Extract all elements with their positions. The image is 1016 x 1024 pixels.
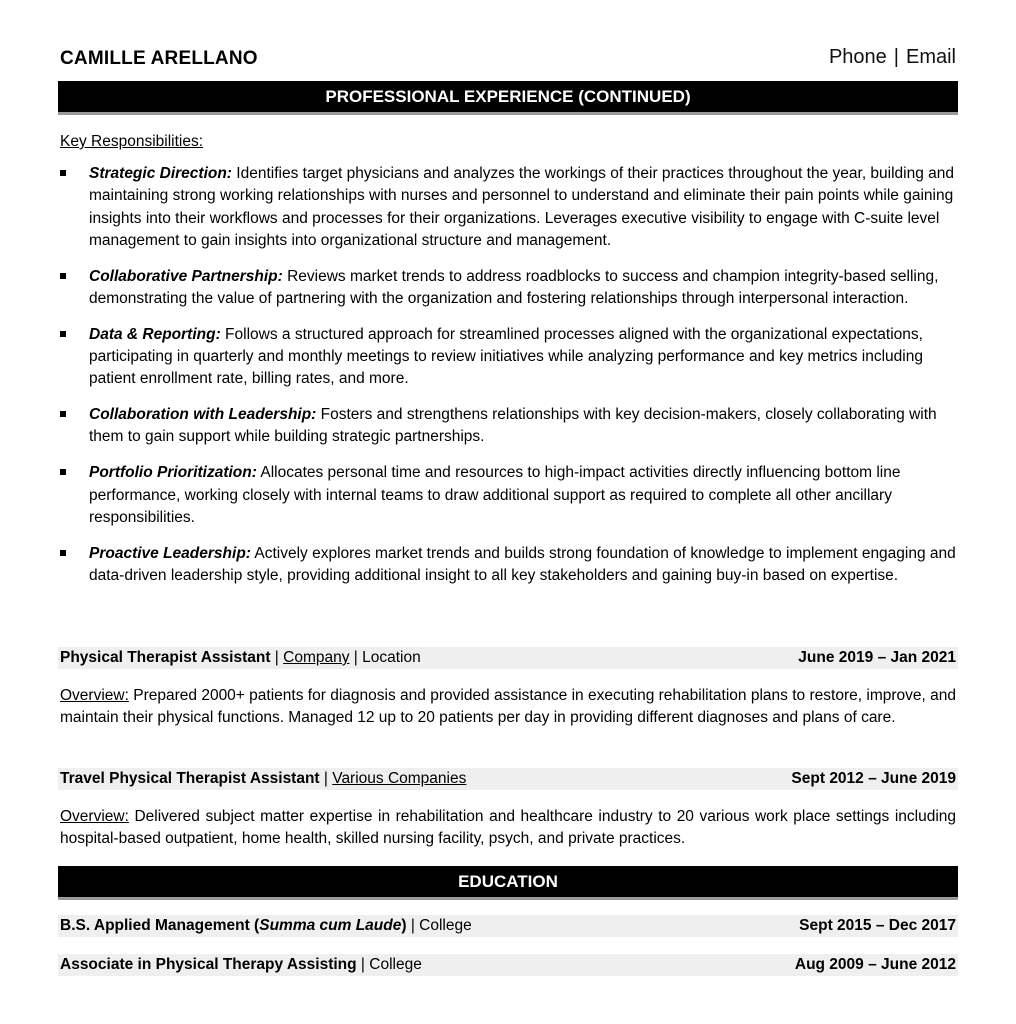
- job-company: Various Companies: [332, 770, 467, 787]
- job-header-row: [58, 647, 958, 669]
- job-title: Physical Therapist Assistant: [60, 649, 271, 666]
- responsibility-lead: Data & Reporting:: [89, 325, 221, 343]
- overview-label: Overview:: [60, 687, 129, 704]
- degree-name: Associate in Physical Therapy Assisting: [60, 956, 357, 973]
- contact-separator: |: [893, 46, 899, 68]
- job-separator: |: [349, 649, 363, 666]
- responsibility-item: [58, 462, 958, 529]
- education-dates: Sept 2015 – Dec 2017: [799, 917, 956, 934]
- responsibility-lead: Collaborative Partnership:: [89, 267, 283, 285]
- school-name: College: [419, 917, 472, 934]
- education-section-heading: EDUCATION: [58, 866, 958, 900]
- job-overview: [60, 685, 956, 730]
- square-bullet-icon: [60, 170, 66, 176]
- responsibility-text: Follows a structured approach for streamlined processes aligned with the organizational expectations, participating in quarterly and monthly meetings to review initiatives while analyzing performance and key metrics including patient enrollment rate, billing rates, and more.: [89, 325, 923, 388]
- job-header-row: [58, 768, 958, 790]
- resume-header: [58, 46, 958, 76]
- responsibility-item: [58, 404, 958, 449]
- job-separator: |: [270, 649, 284, 666]
- job-title: Travel Physical Therapist Assistant: [60, 770, 320, 787]
- square-bullet-icon: [60, 550, 66, 556]
- key-responsibilities-label: Key Responsibilities:: [60, 133, 204, 150]
- education-dates: Aug 2009 – June 2012: [794, 956, 956, 973]
- education-row: [58, 954, 958, 976]
- responsibilities-list: [58, 163, 958, 601]
- responsibility-lead: Portfolio Prioritization:: [89, 464, 257, 482]
- contact-info: [829, 46, 956, 69]
- square-bullet-icon: [60, 411, 66, 417]
- job-dates: June 2019 – Jan 2021: [798, 649, 956, 666]
- job-info: [60, 768, 466, 790]
- job-company: Company: [283, 649, 350, 666]
- overview-text: Delivered subject matter expertise in rehabilitation and healthcare industry to 20 various work place settings including hospital-based outpatient, home health, skilled nursing facility, psych, and private practices.: [60, 808, 956, 848]
- square-bullet-icon: [60, 331, 66, 337]
- degree-honors: Summa cum Laude: [259, 917, 402, 934]
- education-info: [60, 915, 472, 937]
- responsibility-item: [58, 543, 958, 588]
- responsibility-lead: Strategic Direction:: [89, 165, 232, 182]
- education-info: [60, 954, 422, 976]
- responsibility-text: Allocates personal time and resources to high-impact activities directly influencing bottom line performance, working closely with internal teams to draw additional support as required to complete all other ancillary responsibilities.: [89, 464, 901, 526]
- responsibility-item: [58, 266, 958, 311]
- job-separator: |: [319, 770, 333, 787]
- square-bullet-icon: [60, 469, 66, 475]
- overview-label: Overview:: [60, 808, 129, 825]
- job-location: Location: [362, 649, 421, 666]
- job-overview: [60, 806, 956, 851]
- degree-suffix: ): [401, 917, 407, 934]
- responsibility-lead: Proactive Leadership:: [89, 544, 251, 562]
- job-info: [60, 647, 421, 669]
- responsibility-text: Actively explores market trends and builds strong foundation of knowledge to implement engaging and data-driven leadership style, providing additional insight to all key stakeholders and gaining buy-in based on expertise.: [89, 544, 956, 584]
- phone-text: Phone: [828, 46, 887, 68]
- job-dates: Sept 2012 – June 2019: [791, 770, 956, 787]
- responsibility-lead: Collaboration with Leadership:: [89, 406, 317, 424]
- school-name: College: [369, 956, 422, 973]
- degree-prefix: B.S. Applied Management (: [60, 917, 260, 934]
- responsibility-text: Identifies target physicians and analyzes the workings of their practices throughout the year, building and maintaining strong working relationships with nurses and personnel to understand and eliminate their pain points while gaining insights into their workflows and processes for their organizations. Leverages executive visibility to engage with C-suite level management to gain insights into organizational structure and management.: [89, 165, 955, 249]
- education-row: [58, 915, 958, 937]
- experience-section-heading: PROFESSIONAL EXPERIENCE (CONTINUED): [58, 81, 958, 115]
- responsibility-item: [58, 163, 958, 252]
- education-separator: |: [356, 956, 370, 973]
- education-separator: |: [406, 917, 420, 934]
- square-bullet-icon: [60, 273, 66, 279]
- candidate-name: CAMILLE ARELLANO: [60, 48, 258, 69]
- responsibility-text: Fosters and strengthens relationships with key decision-makers, closely collaborating with them to gain support while building strategic partnerships.: [89, 406, 937, 446]
- responsibility-item: [58, 324, 958, 391]
- email-text: Email: [905, 46, 956, 68]
- overview-text: Prepared 2000+ patients for diagnosis and provided assistance in executing rehabilitation plans to restore, improve, and maintain their physical functions. Managed 12 up to 20 patients per day in providing different diagnoses and plans of care.: [60, 687, 956, 727]
- responsibility-text: Reviews market trends to address roadblocks to success and champion integrity-based selling, demonstrating the value of partnering with the organization and fostering relationships through interpersonal interaction.: [89, 267, 939, 307]
